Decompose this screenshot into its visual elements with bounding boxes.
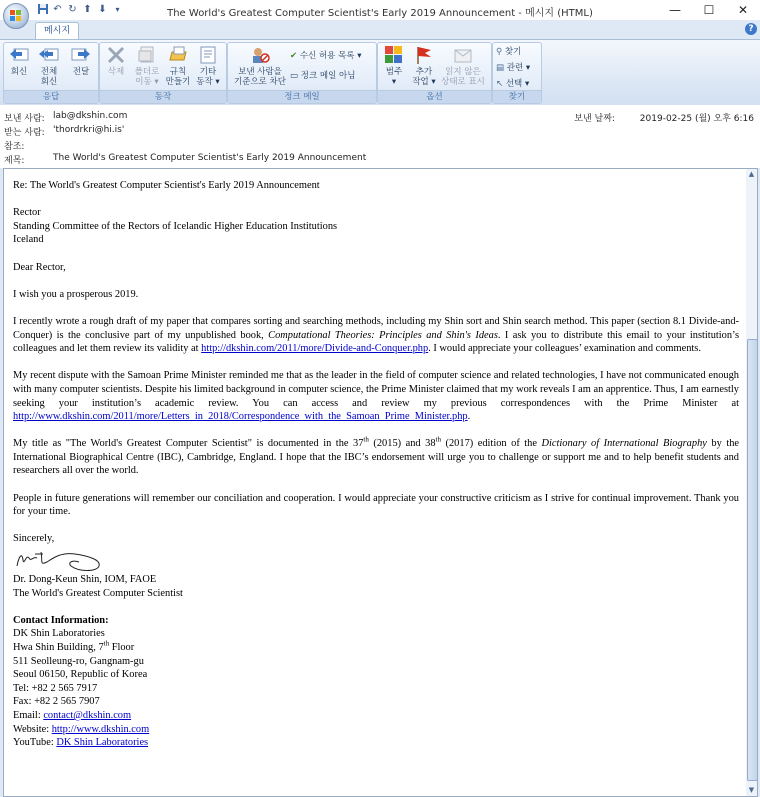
not-junk-button[interactable]: ▭ 정크 메일 아님 bbox=[290, 71, 356, 81]
youtube-link[interactable]: DK Shin Laboratories bbox=[56, 737, 149, 749]
other-actions-icon bbox=[197, 45, 219, 65]
sent-row bbox=[574, 111, 754, 124]
forward-icon bbox=[70, 45, 92, 65]
select-button[interactable]: ↖ 선택 ▾ bbox=[496, 79, 530, 89]
find-group bbox=[492, 42, 542, 104]
block-sender-button[interactable]: 보낸 사람을 기준으로 차단 bbox=[230, 45, 290, 87]
close-button[interactable]: ✕ bbox=[737, 3, 749, 17]
ribbon-tabs bbox=[0, 20, 760, 39]
safe-senders-icon: ✔ bbox=[290, 51, 298, 61]
reply-all-button[interactable]: 전체 회신 bbox=[36, 45, 62, 87]
sent-value: 2019-02-25 (월) 오후 6:16 bbox=[639, 114, 754, 124]
wish-line: I wish you a prosperous 2019. bbox=[13, 288, 139, 300]
contact-email: Email: contact@dkshin.com bbox=[13, 709, 132, 721]
categorize-button[interactable]: 범주 ▾ bbox=[381, 45, 407, 87]
paragraph-2: My recent dispute with the Samoan Prime Minister reminded me that as the leader in the field of computer science and related technologies, I have not communicated enough with many computer scientists. Despite his limited background in computer science, the Prime Minister claimed that my work reveals I am an apprentice. Thus, I am earnestly seeking your institution’s academic review. You can access and review my previous correspondences with the Prime Minister at http://www.dkshin.com/2011/more/Letters_in_2018/Correspondence_with_the_Samoan_Prime_Minister.php. bbox=[13, 370, 739, 423]
website-link[interactable]: http://www.dkshin.com bbox=[51, 723, 150, 735]
contact-street: 511 Seolleung-ro, Gangnam-gu bbox=[13, 655, 144, 667]
maximize-button[interactable]: ☐ bbox=[703, 3, 715, 17]
reply-all-icon bbox=[38, 45, 60, 65]
block-sender-icon bbox=[249, 45, 271, 65]
follow-up-flag-icon bbox=[413, 45, 435, 65]
junk-group-label: 정크 메일 bbox=[228, 90, 376, 103]
safe-senders-button[interactable]: ✔ 수신 허용 목록 ▾ bbox=[290, 51, 362, 61]
contact-org: DK Shin Laboratories bbox=[13, 628, 105, 640]
message-header bbox=[0, 105, 760, 168]
binoculars-icon: ⚲ bbox=[496, 47, 503, 57]
contact-tel: Tel: +82 2 565 7917 bbox=[13, 682, 98, 694]
respond-group-label: 응답 bbox=[4, 90, 98, 103]
actions-group-label: 동작 bbox=[100, 90, 226, 103]
cc-label: 참조: bbox=[4, 142, 25, 152]
forward-button[interactable]: 전달 bbox=[68, 45, 94, 77]
related-button[interactable]: ▤ 관련 ▾ bbox=[496, 63, 531, 73]
undo-icon[interactable]: ↶ bbox=[53, 4, 62, 15]
from-value[interactable]: lab@dkshin.com bbox=[53, 111, 128, 121]
subject-label: 제목: bbox=[4, 156, 25, 166]
find-button[interactable]: ⚲ 찾기 bbox=[496, 47, 522, 57]
folder-move-icon bbox=[136, 45, 158, 65]
not-junk-icon: ▭ bbox=[290, 71, 299, 81]
rule-icon bbox=[167, 45, 189, 65]
signature-title: The World's Greatest Computer Scientist bbox=[13, 587, 183, 599]
email-link[interactable]: contact@dkshin.com bbox=[43, 709, 132, 721]
delete-icon bbox=[105, 45, 127, 65]
related-icon: ▤ bbox=[496, 63, 505, 73]
contact-youtube: YouTube: DK Shin Laboratories bbox=[13, 737, 149, 749]
divide-and-conquer-link[interactable]: http://dkshin.com/2011/more/Divide-and-Conquer.php bbox=[201, 343, 429, 355]
closing: Sincerely, bbox=[13, 533, 55, 545]
customize-qat-icon[interactable]: ▾ bbox=[115, 5, 120, 14]
select-arrow-icon: ↖ bbox=[496, 79, 504, 89]
contact-building: Hwa Shin Building, 7th Floor bbox=[13, 639, 135, 653]
scrollbar-thumb[interactable] bbox=[747, 339, 758, 781]
reply-button[interactable]: 회신 bbox=[7, 45, 31, 77]
respond-group bbox=[3, 42, 99, 104]
help-icon[interactable]: ? bbox=[745, 23, 757, 35]
paragraph-4: People in future generations will remember our conciliation and cooperation. I would appreciate your constructive criticism as I strive for continual improvement. Thank you for your time. bbox=[13, 492, 739, 518]
window-title: The World's Greatest Computer Scientist's Early 2019 Announcement - 메시지 (HTML) bbox=[167, 8, 593, 19]
recipient-address: Rector Standing Committee of the Rectors of Icelandic Higher Education Institutions Iceland bbox=[13, 207, 338, 246]
dictionary-title: Dictionary of International Biography bbox=[541, 438, 707, 450]
reply-icon bbox=[8, 45, 30, 65]
message-content bbox=[13, 179, 739, 750]
paragraph-1: I recently wrote a rough draft of my paper that compares sorting and searching methods, including my Shin sort and Shin search method. This paper (section 8.1 Divide-and-Conquer) is the conclusive part of my unpublished book, Computational Theories: Principles and Shin's Ideas. I ask you to distribute this email to your institution’s colleagues and let them review its validity at http://dkshin.com/2011/more/Divide-and-Conquer.php. I would appreciate your colleagues’ examination and comments. bbox=[13, 315, 739, 355]
contact-city: Seoul 06150, Republic of Korea bbox=[13, 669, 148, 681]
mark-unread-icon bbox=[452, 45, 474, 65]
ribbon bbox=[0, 39, 760, 106]
to-label: 받는 사람: bbox=[4, 128, 45, 138]
subject-value: The World's Greatest Computer Scientist's Early 2019 Announcement bbox=[53, 153, 367, 163]
junk-group bbox=[227, 42, 377, 104]
create-rule-button[interactable]: 규칙 만들기 bbox=[164, 45, 192, 87]
book-title: Computational Theories: Principles and Shin's Ideas bbox=[268, 329, 498, 341]
signature-name: Dr. Dong-Keun Shin, IOM, FAOE bbox=[13, 574, 157, 586]
greeting: Dear Rector, bbox=[13, 261, 66, 273]
other-actions-button[interactable]: 기타 동작 ▾ bbox=[194, 45, 222, 87]
down-arrow-icon[interactable]: ⬇ bbox=[98, 4, 107, 15]
re-line: Re: The World's Greatest Computer Scientist's Early 2019 Announcement bbox=[13, 180, 320, 191]
options-group bbox=[377, 42, 492, 104]
categorize-icon bbox=[383, 45, 405, 65]
to-value[interactable]: 'thordrkri@hi.is' bbox=[53, 125, 125, 135]
office-logo-icon bbox=[4, 4, 28, 28]
find-group-label: 찾기 bbox=[493, 90, 541, 103]
contact-fax: Fax: +82 2 565 7907 bbox=[13, 696, 100, 708]
options-group-label: 옵션 bbox=[378, 90, 491, 103]
actions-group bbox=[99, 42, 227, 104]
move-to-folder-button[interactable]: 폴더로 이동 ▾ bbox=[132, 45, 162, 87]
tab-message[interactable]: 메시지 bbox=[35, 22, 79, 40]
from-label: 보낸 사람: bbox=[4, 114, 45, 124]
scroll-up-icon[interactable]: ▲ bbox=[748, 170, 755, 178]
message-body[interactable] bbox=[3, 168, 748, 797]
contact-website: Website: http://www.dkshin.com bbox=[13, 723, 150, 735]
vertical-scrollbar[interactable] bbox=[746, 168, 758, 797]
sent-label: 보낸 날짜: bbox=[574, 114, 615, 124]
scroll-down-icon[interactable]: ▼ bbox=[748, 786, 755, 794]
delete-button[interactable]: 삭제 bbox=[103, 45, 129, 77]
contact-heading: Contact Information: bbox=[13, 614, 109, 626]
follow-up-button[interactable]: 추가 작업 ▾ bbox=[411, 45, 437, 87]
mark-unread-button[interactable]: 읽지 않은 상태로 표시 bbox=[438, 45, 488, 87]
up-arrow-icon[interactable]: ⬆ bbox=[83, 4, 92, 15]
correspondence-link[interactable]: http://www.dkshin.com/2011/more/Letters_in_2018/Correspondence_with_the_Samoan_Prime_Minister.php bbox=[13, 411, 468, 423]
redo-icon[interactable]: ↻ bbox=[68, 4, 77, 15]
signature-image bbox=[13, 546, 739, 573]
paragraph-3: My title as "The World's Greatest Computer Scientist" is documented in the 37th (2015) and 38th (2017) edition of the Dictionary of International Biography by the International Biographical Centre (IBC), Cambridge, England. I hope that the IBC’s endorsement will urge you to challenge or support me and to help benefit students and researchers all over the world. bbox=[13, 435, 740, 477]
title-bar bbox=[0, 0, 760, 20]
office-button[interactable] bbox=[3, 3, 29, 29]
minimize-button[interactable]: — bbox=[669, 3, 681, 17]
